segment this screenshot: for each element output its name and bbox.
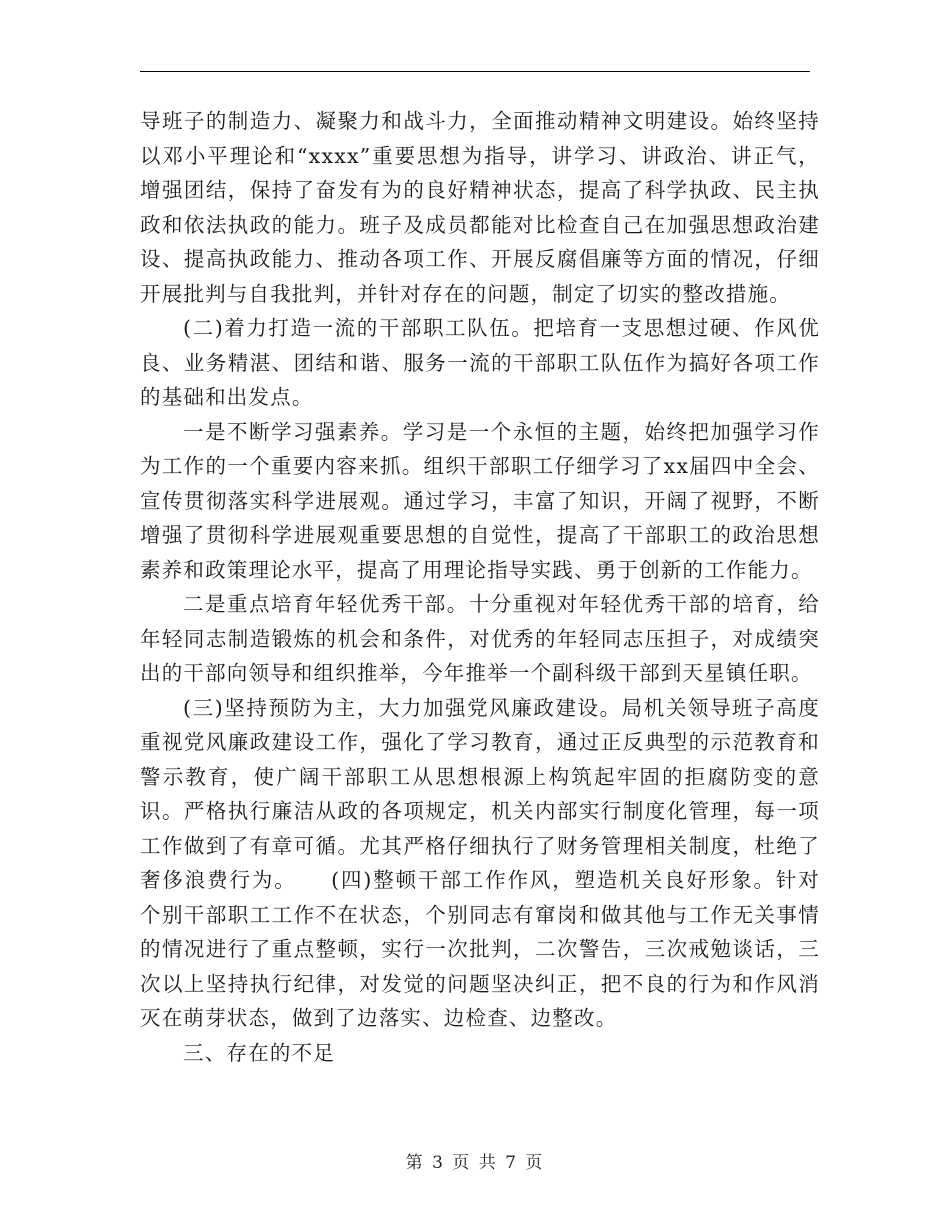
document-body xyxy=(140,104,820,1070)
header-rule xyxy=(140,71,810,72)
paragraph-section-2: (二)着力打造一流的干部职工队伍。把培育一支思想过硬、作风优良、业务精湛、团结和谐、服务一流的干部职工队伍作为搞好各项工作的基础和出发点。 xyxy=(140,316,820,409)
paragraph-continuation: 导班子的制造力、凝聚力和战斗力，全面推动精神文明建设。始终坚持以邓小平理论和“xxxx”重要思想为指导，讲学习、讲政治、讲正气，增强团结，保持了奋发有为的良好精神状态，提高了科学执政、民主执政和依法执政的能力。班子及成员都能对比检查自己在加强思想政治建设、提高执政能力、推动各项工作、开展反腐倡廉等方面的情况，仔细开展批判与自我批判，并针对存在的问题，制定了切实的整改措施。 xyxy=(140,109,820,306)
paragraph-section-3-4: (三)坚持预防为主，大力加强党风廉政建设。局机关领导班子高度重视党风廉政建设工作，强化了学习教育，通过正反典型的示范教育和警示教育，使广阔干部职工从思想根源上构筑起牢固的拒腐防变的意识。严格执行廉洁从政的各项规定，机关内部实行制度化管理，每一项工作做到了有章可循。尤其严格仔细执行了财务管理相关制度，杜绝了奢侈浪费行为。 (四)整顿干部工作作风，塑造机关良好形象。针对个别干部职工工作不在状态，个别同志有窜岗和做其他与工作无关事情的情况进行了重点整顿，实行一次批判，二次警告，三次戒勉谈话，三次以上坚持执行纪律，对发觉的问题坚决纠正，把不良的行为和作风消灭在萌芽状态，做到了边落实、边检查、边整改。 xyxy=(140,695,820,1030)
paragraph-point-2: 二是重点培育年轻优秀干部。十分重视对年轻优秀干部的培育，给年轻同志制造锻炼的机会和条件，对优秀的年轻同志压担子，对成绩突出的干部向领导和组织推举，今年推举一个副科级干部到天星镇任职。 xyxy=(140,592,820,685)
paragraph-point-1: 一是不断学习强素养。学习是一个永恒的主题，始终把加强学习作为工作的一个重要内容来抓。组织干部职工仔细学习了xx届四中全会、宣传贯彻落实科学进展观。通过学习，丰富了知识，开阔了视野，不断增强了贯彻科学进展观重要思想的自觉性，提高了干部职工的政治思想素养和政策理论水平，提高了用理论指导实践、勇于创新的工作能力。 xyxy=(140,419,820,582)
section-heading-shortcomings: 三、存在的不足 xyxy=(183,1040,335,1065)
page-number: 第 3 页 共 7 页 xyxy=(405,1153,545,1173)
